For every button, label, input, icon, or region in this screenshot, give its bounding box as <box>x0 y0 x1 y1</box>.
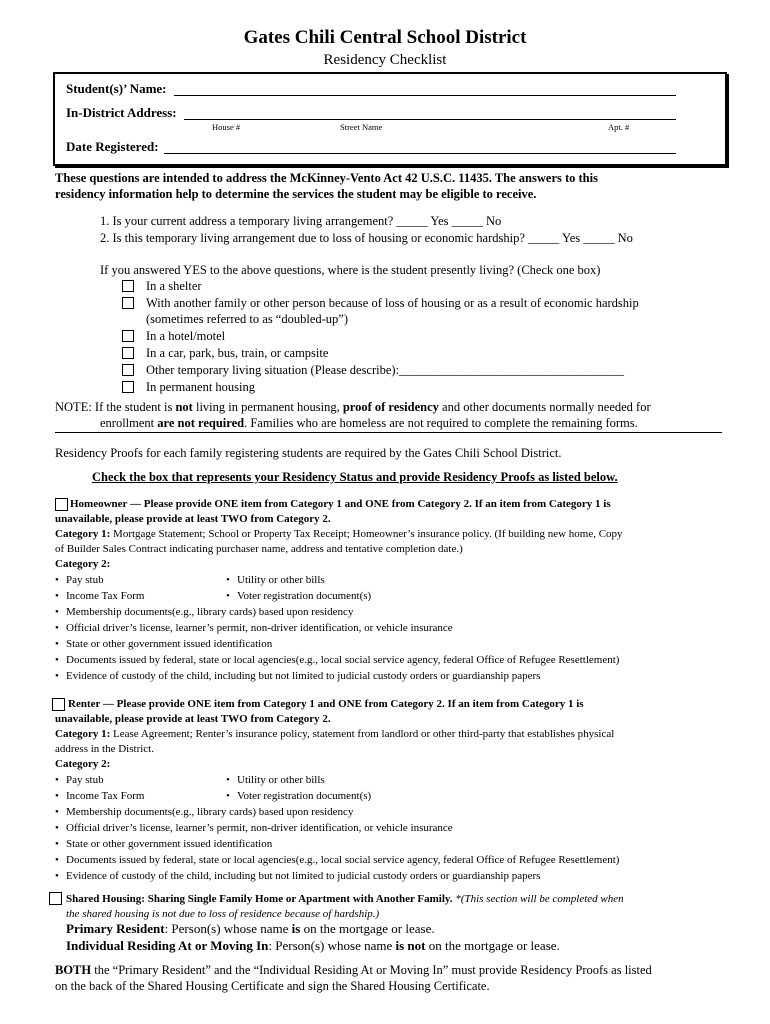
homeowner-head-2: unavailable, please provide at least TWO from Category 2. <box>55 513 331 525</box>
homeowner-item-utility: • Utility or other bills <box>237 573 325 589</box>
both-line-2: on the back of the Shared Housing Certificate and sign the Shared Housing Certificate. <box>55 979 490 993</box>
homeowner-cat1-cont: of Builder Sales Contract indicating purchaser name, address and tentative completion date.) <box>55 543 463 555</box>
renter-head-2: unavailable, please provide at least TWO from Category 2. <box>55 713 331 725</box>
apt-hint: Apt. # <box>608 122 630 132</box>
note-line-2: enrollment are not required. Families who are homeless are not required to complete the remaining forms. <box>100 416 638 430</box>
doubled-up-label: With another family or other person because of loss of housing or as a result of economic hardship <box>146 296 639 310</box>
street-hint: Street Name <box>340 122 383 132</box>
homeowner-item-voter: • Voter registration document(s) <box>237 589 371 605</box>
hotel-label: In a hotel/motel <box>146 329 226 343</box>
other-temporary-checkbox[interactable] <box>122 364 134 376</box>
date-registered-field[interactable] <box>164 139 676 154</box>
renter-item-custody: • Evidence of custody of the child, including but not limited to judicial custody orders or guardianship papers <box>66 869 540 885</box>
address-field[interactable] <box>184 105 676 120</box>
homeowner-head-1: Homeowner — Please provide ONE item from Category 1 and ONE from Category 2. If an item from Category 1 is <box>70 498 611 510</box>
intro-line-1: These questions are intended to address the McKinney-Vento Act 42 U.S.C. 11435. The answers to this <box>55 171 598 185</box>
homeowner-item-custody: • Evidence of custody of the child, including but not limited to judicial custody orders or guardianship papers <box>66 669 540 685</box>
date-registered-label: Date Registered: <box>66 139 159 154</box>
homeowner-item-membership: • Membership documents(e.g., library cards) based upon residency <box>66 605 353 621</box>
living-prompt: If you answered YES to the above questions, where is the student presently living? (Check one box) <box>100 263 601 277</box>
renter-item-pay-stub: • Pay stub <box>66 773 104 789</box>
renter-item-income-tax: • Income Tax Form <box>66 789 144 805</box>
intro-line-2: residency information help to determine the services the student may be eligible to receive. <box>55 187 537 201</box>
renter-item-license: • Official driver’s license, learner’s permit, non-driver identification, or vehicle insurance <box>66 821 453 837</box>
homeowner-item-license: • Official driver’s license, learner’s permit, non-driver identification, or vehicle insurance <box>66 621 453 637</box>
renter-cat2-label: Category 2: <box>55 758 111 770</box>
page-title: Gates Chili Central School District <box>243 27 527 48</box>
individual-residing-line: Individual Residing At or Moving In: Person(s) whose name is not on the mortgage or lease. <box>66 938 560 953</box>
permanent-housing-label: In permanent housing <box>146 380 256 394</box>
homeowner-item-pay-stub: • Pay stub <box>66 573 104 589</box>
primary-resident-line: Primary Resident: Person(s) whose name is on the mortgage or lease. <box>66 921 435 936</box>
students-name-field[interactable] <box>174 81 676 96</box>
homeowner-item-income-tax: • Income Tax Form <box>66 589 144 605</box>
permanent-housing-checkbox[interactable] <box>122 381 134 393</box>
other-temporary-label: Other temporary living situation (Please describe):____________________________________ <box>146 363 625 377</box>
note-line-1: NOTE: If the student is not living in permanent housing, proof of residency and other documents normally needed for <box>55 400 651 414</box>
address-label: In-District Address: <box>66 105 177 120</box>
shelter-label: In a shelter <box>146 279 202 293</box>
renter-item-federal-docs: • Documents issued by federal, state or local agencies(e.g., local social service agency, federal Office of Refugee Resettlement) <box>66 853 619 869</box>
renter-item-utility: • Utility or other bills <box>237 773 325 789</box>
page-subtitle: Residency Checklist <box>323 52 447 68</box>
hotel-checkbox[interactable] <box>122 330 134 342</box>
shared-housing-checkbox[interactable] <box>49 892 62 905</box>
homeowner-cat2-label: Category 2: <box>55 558 111 570</box>
renter-cat1: Category 1: Lease Agreement; Renter’s insurance policy, statement from landlord or other third-party that establishes physical <box>55 728 615 740</box>
doubled-up-checkbox[interactable] <box>122 297 134 309</box>
car-park-label: In a car, park, bus, train, or campsite <box>146 346 329 360</box>
renter-item-voter: • Voter registration document(s) <box>237 789 371 805</box>
homeowner-checkbox[interactable] <box>55 498 68 511</box>
shared-housing-note: the shared housing is not due to loss of residence because of hardship.) <box>66 908 380 920</box>
shared-housing-head: Shared Housing: Sharing Single Family Home or Apartment with Another Family. *(This section will be completed when <box>66 893 624 905</box>
check-instruction: Check the box that represents your Residency Status and provide Residency Proofs as listed below. <box>92 470 618 484</box>
renter-checkbox[interactable] <box>52 698 65 711</box>
homeowner-item-state-id: • State or other government issued identification <box>66 637 272 653</box>
question-2: 2. Is this temporary living arrangement due to loss of housing or economic hardship? _____ Yes _____ No <box>100 231 633 245</box>
renter-item-membership: • Membership documents(e.g., library cards) based upon residency <box>66 805 353 821</box>
renter-head-1: Renter — Please provide ONE item from Category 1 and ONE from Category 2. If an item from Category 1 is <box>68 698 584 710</box>
question-1: 1. Is your current address a temporary living arrangement? _____ Yes _____ No <box>100 214 502 228</box>
renter-item-state-id: • State or other government issued identification <box>66 837 272 853</box>
proofs-intro: Residency Proofs for each family registering students are required by the Gates Chili School District. <box>55 446 562 460</box>
house-hint: House # <box>212 122 241 132</box>
shelter-checkbox[interactable] <box>122 280 134 292</box>
homeowner-item-federal-docs: • Documents issued by federal, state or local agencies(e.g., local social service agency, federal Office of Refugee Resettlement) <box>66 653 619 669</box>
renter-cat1-cont: address in the District. <box>55 743 154 755</box>
doubled-up-label-cont: (sometimes referred to as “doubled-up”) <box>146 312 349 326</box>
students-name-label: Student(s)’ Name: <box>66 81 167 96</box>
both-line-1: BOTH the “Primary Resident” and the “Individual Residing At or Moving In” must provide Residency Proofs as listed <box>55 963 652 977</box>
homeowner-cat1: Category 1: Mortgage Statement; School or Property Tax Receipt; Homeowner’s insurance policy. (If building new home, Copy <box>55 528 623 540</box>
car-park-checkbox[interactable] <box>122 347 134 359</box>
divider <box>55 432 722 433</box>
